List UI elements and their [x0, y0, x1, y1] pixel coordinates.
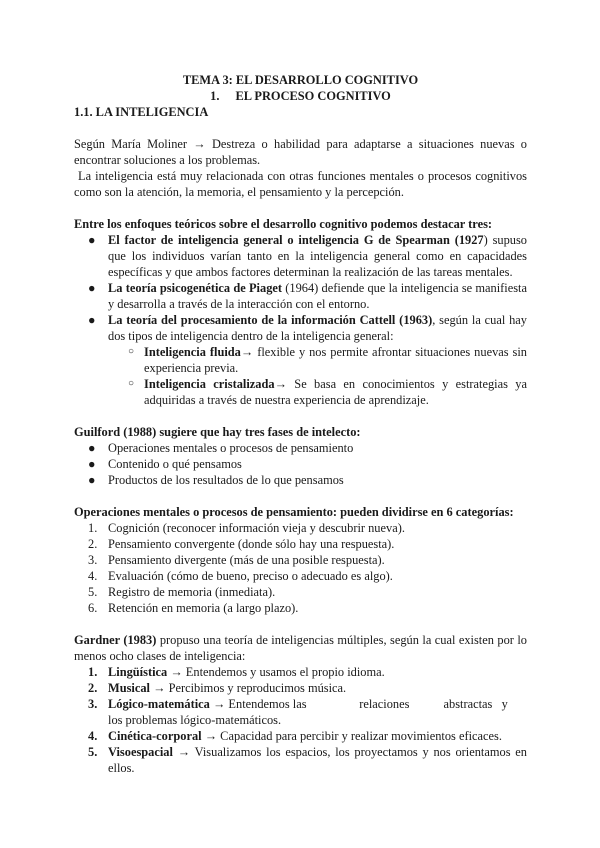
bullet-icon: ●: [88, 441, 96, 455]
guilford-list: [74, 440, 527, 488]
list-item: [74, 472, 527, 488]
bullet-icon: ●: [88, 457, 96, 471]
list-item: [74, 568, 527, 584]
list-item: [74, 600, 527, 616]
item-number: 3.: [88, 553, 98, 567]
item-bold: Cinética-corporal: [108, 729, 202, 743]
bullet-icon: ●: [88, 281, 96, 295]
definition-paragraph: Según María Moliner → Destreza o habilidad para adaptarse a situaciones nuevas o encontrar soluciones a los problemas.: [74, 137, 527, 167]
gardner-paragraph: [74, 632, 527, 664]
document-title: TEMA 3: EL DESARROLLO COGNITIVO: [182, 73, 419, 87]
item-number: 5.: [88, 585, 98, 599]
operations-heading: Operaciones mentales o procesos de pensamiento: pueden dividirse en 6 categorías:: [74, 505, 514, 519]
approaches-heading: Entre los enfoques teóricos sobre el desarrollo cognitivo podemos destacar tres:: [74, 217, 493, 231]
item-text: → Capacidad para percibir y realizar movimientos eficaces.: [201, 729, 502, 743]
section-heading-1: [74, 88, 527, 104]
item-text: Evaluación (cómo de bueno, preciso o adecuado es algo).: [108, 569, 393, 583]
bullet-icon: ●: [88, 233, 96, 247]
list-item: [74, 744, 527, 776]
item-bold: Lingüística: [108, 665, 168, 679]
list-item: [74, 456, 527, 472]
item-bold: El factor de inteligencia general o inteligencia G de Spearman (1927: [108, 233, 484, 247]
item-bold: La teoría psicogenética de Piaget: [108, 281, 283, 295]
list-item: [74, 584, 527, 600]
item-number: 2.: [88, 681, 98, 695]
item-number: 4.: [88, 569, 98, 583]
item-text: Pensamiento convergente (donde sólo hay una respuesta).: [108, 537, 395, 551]
relation-paragraph: La inteligencia está muy relacionada con otras funciones mentales o procesos cognitivos como son la atención, la memoria, el pensamiento y la percepción.: [74, 169, 531, 199]
list-item: [74, 664, 527, 680]
circle-bullet-icon: ○: [128, 378, 135, 389]
gardner-lead: Gardner (1983): [74, 633, 157, 647]
item-text: Productos de los resultados de lo que pensamos: [108, 473, 344, 487]
list-item: [74, 440, 527, 456]
bullet-icon: ●: [88, 473, 96, 487]
section-label: EL PROCESO COGNITIVO: [235, 89, 391, 103]
item-bold: Visoespacial: [108, 745, 173, 759]
item-text: , según la cual hay dos tipos de inteligencia dentro de la inteligencia general:: [108, 313, 527, 343]
item-text: → Visualizamos los espacios, los proyectamos y nos orientamos en ellos.: [108, 745, 527, 775]
item-number: 4.: [88, 729, 98, 743]
item-bold: Inteligencia cristalizada: [144, 377, 275, 391]
operations-list: [74, 520, 527, 616]
item-text: → Entendemos y usamos el propio idioma.: [167, 665, 385, 679]
item-text: → flexible y nos permite afrontar situaciones nuevas sin experiencia previa.: [144, 345, 527, 375]
item-number: 1.: [88, 665, 98, 679]
list-subitem: [74, 376, 527, 408]
approaches-list: [74, 232, 527, 408]
item-number: 3.: [88, 697, 98, 711]
list-subitem: [74, 344, 527, 376]
list-item: [74, 536, 527, 552]
list-item: [74, 312, 527, 344]
item-text: (1964) defiende que la inteligencia se manifiesta y desarrolla a través de la interacción con el entorno.: [108, 281, 527, 311]
list-item: [74, 232, 527, 280]
item-text: → Percibimos y reproducimos música.: [150, 681, 347, 695]
list-item: [74, 520, 527, 536]
gardner-text: propuso una teoría de inteligencias múltiples, según la cual existen por lo menos ocho clases de inteligencia:: [74, 633, 527, 663]
gardner-list: [74, 664, 527, 776]
list-item: [74, 280, 527, 312]
subsection-heading: 1.1. LA INTELIGENCIA: [74, 105, 209, 119]
item-text: Retención en memoria (a largo plazo).: [108, 601, 299, 615]
item-text: Pensamiento divergente (más de una posible respuesta).: [108, 553, 385, 567]
item-bold: Lógico-matemática: [108, 697, 210, 711]
item-text: Registro de memoria (inmediata).: [108, 585, 276, 599]
item-number: 2.: [88, 537, 98, 551]
item-text: → Se basa en conocimientos y estrategias ya adquiridas a través de nuestra experiencia de aprendizaje.: [144, 377, 528, 407]
list-item: [74, 552, 527, 568]
circle-bullet-icon: ○: [128, 346, 135, 357]
guilford-heading: Guilford (1988) sugiere que hay tres fases de intelecto:: [74, 425, 361, 439]
bullet-icon: ●: [88, 313, 96, 327]
item-text: ) supuso que los individuos varían tanto en la inteligencia general como en capacidades específicas y que ambos factores determinan la realización de las tareas mentales.: [108, 233, 527, 279]
item-text: Cognición (reconocer información vieja y descubrir nueva).: [108, 521, 405, 535]
item-number: 6.: [88, 601, 98, 615]
item-number: 1.: [88, 521, 98, 535]
item-text: Contenido o qué pensamos: [108, 457, 242, 471]
item-text: → Entendemos las relaciones abstractas y los problemas lógico-matemáticos.: [108, 697, 518, 727]
item-bold: Inteligencia fluida: [144, 345, 241, 359]
item-bold: La teoría del procesamiento de la información Cattell (1963): [108, 313, 433, 327]
list-item: [74, 728, 527, 744]
item-number: 5.: [88, 745, 98, 759]
list-item: [74, 696, 527, 728]
item-bold: Musical: [108, 681, 150, 695]
item-text: Operaciones mentales o procesos de pensamiento: [108, 441, 354, 455]
section-number: 1.: [210, 89, 220, 103]
list-item: [74, 680, 527, 696]
